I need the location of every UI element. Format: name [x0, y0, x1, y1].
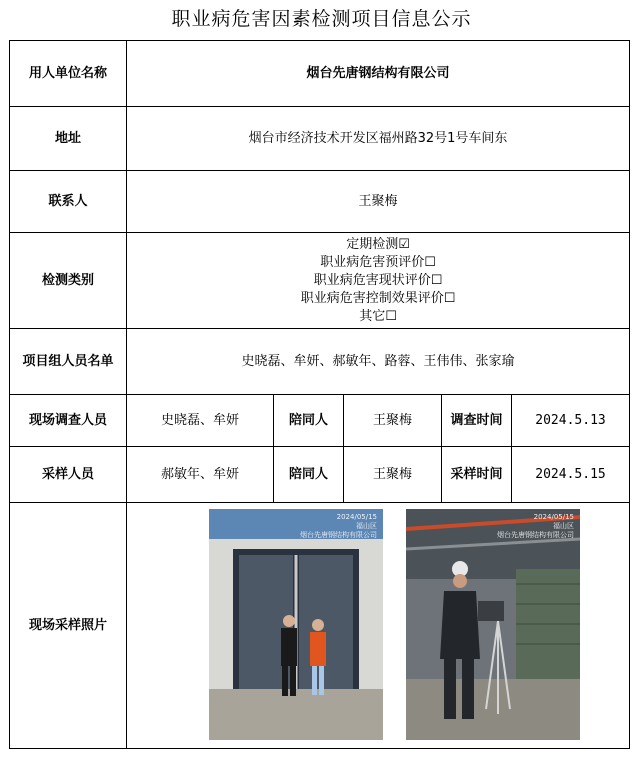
- address-value: 烟台市经济技术开发区福州路32号1号车间东: [127, 107, 630, 171]
- watermark-date: 2024/05/15: [336, 513, 377, 521]
- page-title: 职业病危害因素检测项目信息公示: [171, 8, 472, 30]
- sampling-time-label: 采样时间: [442, 447, 512, 503]
- entrance-photo-image: [209, 509, 383, 740]
- option-control-evaluation: 职业病危害控制效果评价☐: [300, 290, 456, 306]
- sampling-time: 2024.5.15: [512, 447, 630, 503]
- survey-label: 现场调查人员: [10, 395, 127, 447]
- team-row: [10, 329, 630, 395]
- unit-value: 烟台先唐钢结构有限公司: [127, 41, 630, 107]
- watermark-district: 福山区: [356, 522, 377, 530]
- sampling-accomp-label: 陪同人: [274, 447, 344, 503]
- photo-gallery: [127, 503, 629, 748]
- survey-staff: 史晓磊、牟妍: [127, 395, 274, 447]
- workshop-photo-image: [406, 509, 580, 740]
- option-periodic: 定期检测☑: [346, 236, 410, 252]
- sampling-label: 采样人员: [10, 447, 127, 503]
- team-label: 项目组人员名单: [10, 329, 127, 395]
- contact-label: 联系人: [10, 171, 127, 233]
- category-label: 检测类别: [10, 233, 127, 329]
- photos-cell: [127, 503, 630, 749]
- photo-watermark: [300, 513, 377, 540]
- survey-row: [10, 395, 630, 447]
- survey-time: 2024.5.13: [512, 395, 630, 447]
- unit-label: 用人单位名称: [10, 41, 127, 107]
- category-row: [10, 233, 630, 329]
- sampling-row: [10, 447, 630, 503]
- option-status-evaluation: 职业病危害现状评价☐: [313, 272, 443, 288]
- watermark-date: 2024/05/15: [533, 513, 574, 521]
- survey-accomp: 王聚梅: [344, 395, 442, 447]
- watermark-company: 烟台先唐钢结构有限公司: [300, 531, 377, 539]
- contact-row: [10, 171, 630, 233]
- address-row: [10, 107, 630, 171]
- watermark-company: 烟台先唐钢结构有限公司: [497, 531, 574, 539]
- option-other: 其它☐: [359, 308, 397, 324]
- photos-label: 现场采样照片: [10, 503, 127, 749]
- contact-value: 王聚梅: [127, 171, 630, 233]
- site-photo-workshop: [406, 509, 580, 740]
- category-options: [127, 233, 630, 329]
- sampling-staff: 郝敏年、牟妍: [127, 447, 274, 503]
- address-label: 地址: [10, 107, 127, 171]
- photo-watermark: [497, 513, 574, 540]
- site-photo-entrance: [209, 509, 383, 740]
- watermark-district: 福山区: [553, 522, 574, 530]
- option-pre-evaluation: 职业病危害预评价☐: [320, 254, 436, 270]
- survey-accomp-label: 陪同人: [274, 395, 344, 447]
- unit-row: [10, 41, 630, 107]
- photos-row: [10, 503, 630, 749]
- survey-time-label: 调查时间: [442, 395, 512, 447]
- sampling-accomp: 王聚梅: [344, 447, 442, 503]
- info-table: [9, 40, 630, 749]
- team-value: 史晓磊、牟妍、郝敏年、路蓉、王伟伟、张家瑜: [127, 329, 630, 395]
